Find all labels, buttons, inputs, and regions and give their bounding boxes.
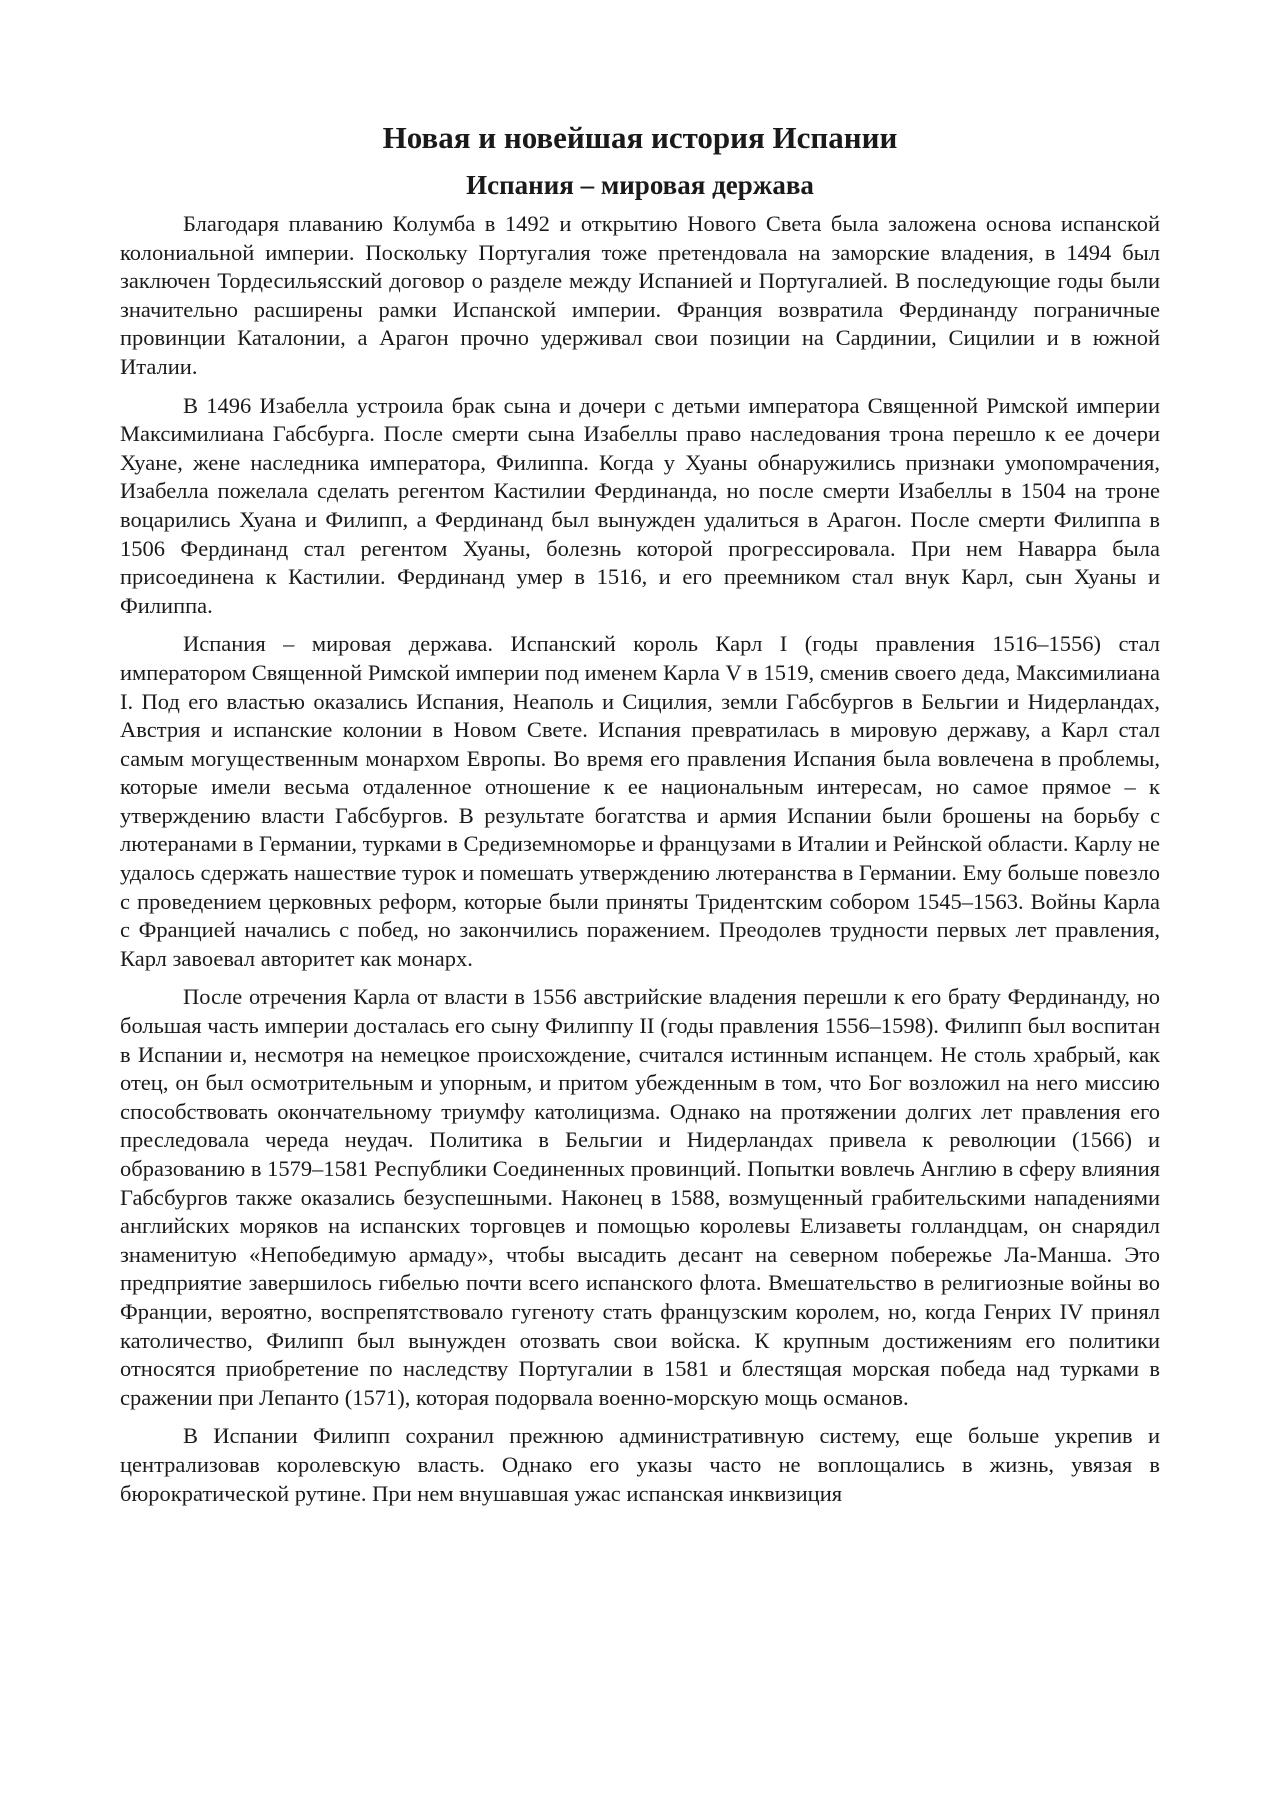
paragraph-2: В 1496 Изабелла устроила брак сына и дочери с детьми императора Священной Римской империи Максимилиана Габсбурга. После смерти сына Изабеллы право наследования трона перешло к ее дочери Хуане, жене наследника императора, Филиппа. Когда у Хуаны обнаружились признаки умопомрачения, Изабелла пожелала сделать регентом Кастилии Фердинанда, но после смерти Изабеллы в 1504 на троне воцарились Хуана и Филипп, а Фердинанд был вынужден удалиться в Арагон. После смерти Филиппа в 1506 Фердинанд стал регентом Хуаны, болезнь которой прогрессировала. При нем Наварра была присоединена к Кастилии. Фердинанд умер в 1516, и его преемником стал внук Карл, сын Хуаны и Филиппа. [120,392,1160,618]
paragraph-4: После отречения Карла от власти в 1556 австрийские владения перешли к его брату Фердинанду, но большая часть империи досталась его сыну Филиппу II (годы правления 1556–1598). Филипп был воспитан в Испании и, несмотря на немецкое происхождение, считался истинным испанцем. Не столь храбрый, как отец, он был осмотрительным и упорным, и притом убежденным в том, что Бог возложил на него миссию способствовать окончательному триумфу католицизма. Однако на протяжении долгих лет правления его преследовала череда неудач. Политика в Бельгии и Нидерландах привела к революции (1566) и образованию в 1579–1581 Республики Соединенных провинций. Попытки вовлечь Англию в сферу влияния Габсбургов также оказались безуспешными. Наконец в 1588, возмущенный грабительскими нападениями английских моряков на испанских торговцев и помощью королевы Елизаветы голландцам, он снарядил знаменитую «Непобедимую армаду», чтобы высадить десант на северном побережье Ла-Манша. Это предприятие завершилось гибелью почти всего испанского флота. Вмешательство в религиозные войны во Франции, вероятно, воспрепятствовало гугеноту стать французским королем, но, когда Генрих IV принял католичество, Филипп был вынужден отозвать свои войска. К крупным достижениям его политики относятся приобретение по наследству Португалии в 1581 и блестящая морская победа над турками в сражении при Лепанто (1571), которая подорвала военно-морскую мощь османов. [120,984,1160,1410]
paragraph-1: Благодаря плаванию Колумба в 1492 и открытию Нового Света была заложена основа испанской колониальной империи. Поскольку Португалия тоже претендовала на заморские владения, в 1494 был заключен Тордесильясский договор о разделе между Испанией и Португалией. В последующие годы были значительно расширены рамки Испанской империи. Франция возвратила Фердинанду пограничные провинции Каталонии, а Арагон прочно удерживал свои позиции на Сардинии, Сицилии и в южной Италии. [120,211,1160,379]
document-body [120,210,1160,1508]
document-title: Новая и новейшая история Испании [382,120,898,155]
document-content [120,118,1160,1518]
paragraph-5: В Испании Филипп сохранил прежнюю административную систему, еще больше укрепив и централизовав королевскую власть. Однако его указы часто не воплощались в жизнь, увязая в бюрократической рутине. При нем внушавшая ужас испанская инквизиция [120,1423,1160,1506]
document-subtitle: Испания – мировая держава [466,170,814,200]
paragraph-3: Испания – мировая держава. Испанский король Карл I (годы правления 1516–1556) стал императором Священной Римской империи под именем Карла V в 1519, сменив своего деда, Максимилиана I. Под его властью оказались Испания, Неаполь и Сицилия, земли Габсбургов в Бельгии и Нидерландах, Австрия и испанские колонии в Новом Свете. Испания превратилась в мировую державу, а Карл стал самым могущественным монархом Европы. Во время его правления Испания была вовлечена в проблемы, которые имели весьма отдаленное отношение к ее национальным интересам, но самое прямое – к утверждению власти Габсбургов. В результате богатства и армия Испании были брошены на борьбу с лютеранами в Германии, турками в Средиземноморье и французами в Италии и Рейнской области. Карлу не удалось сдержать нашествие турок и помешать утверждению лютеранства в Германии. Ему больше повезло с проведением церковных реформ, которые были приняты Тридентским собором 1545–1563. Войны Карла с Францией начались с побед, но закончились поражением. Преодолев трудности первых лет правления, Карл завоевал авторитет как монарх. [120,631,1160,971]
